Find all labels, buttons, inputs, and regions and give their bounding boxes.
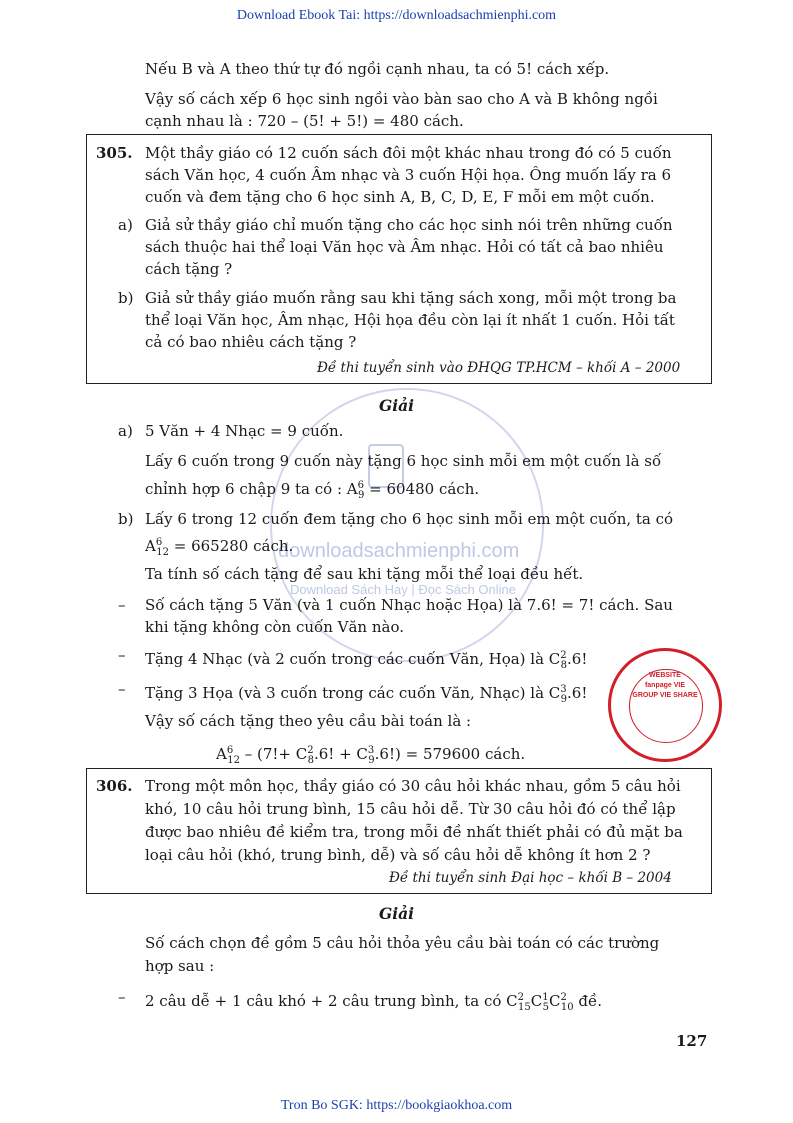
solution-text: chỉnh hợp 6 chập 9 ta có :	[145, 480, 342, 498]
solution-text: .6!	[567, 684, 588, 702]
solution-text: Lấy 6 cuốn trong 9 cuốn này tặng 6 học sinh mỗi em một cuốn là số	[145, 452, 662, 470]
problem-text: được bao nhiêu đề kiểm tra, trong mỗi đề nhất thiết phải có đủ mặt ba	[145, 823, 683, 841]
part-label: a)	[118, 422, 133, 440]
solution-title: Giải	[378, 396, 415, 415]
part-label: a)	[118, 216, 133, 234]
watermark-tagline: Download Sách Hay | Đọc Sách Online	[290, 582, 516, 597]
problem-number: 306.	[96, 777, 133, 795]
watermark-site: downloadsachmienphi.com	[278, 540, 520, 562]
problem-text: sách thuộc hai thể loại Văn học và Âm nhạc. Hỏi có tất cả bao nhiêu	[145, 238, 664, 256]
part-label: b)	[118, 510, 134, 528]
problem-text: Giả sử thầy giáo chỉ muốn tặng cho các học sinh nói trên những cuốn	[145, 216, 673, 234]
solution-text: 2 câu dễ + 1 câu khó + 2 câu trung bình, ta có	[145, 992, 502, 1010]
problem-text: khó, 10 câu hỏi trung bình, 15 câu hỏi dễ. Từ 30 câu hỏi đó có thể lập	[145, 800, 676, 818]
solution-text: .6!	[567, 650, 588, 668]
solution-text: Tặng 3 Họa (và 3 cuốn trong các cuốn Văn, Nhạc) là $C^3_9.6$!	[145, 684, 588, 705]
solution-text: khi tặng không còn cuốn Văn nào.	[145, 618, 404, 636]
solution-text: $A^6_{12} = 665280$ cách.	[145, 537, 294, 558]
dash: –	[118, 988, 126, 1006]
problem-text: Trong một môn học, thầy giáo có 30 câu hỏi khác nhau, gồm 5 câu hỏi	[145, 777, 681, 795]
problem-text: cách tặng ?	[145, 260, 233, 278]
problem-number: 305.	[96, 144, 133, 162]
solution-text: Lấy 6 trong 12 cuốn đem tặng cho 6 học sinh mỗi em một cuốn, ta có	[145, 510, 674, 528]
part-label: b)	[118, 289, 134, 307]
solution-text: 2 câu dễ + 1 câu khó + 2 câu trung bình, ta có $C^2_{15}C^1_5C^2_{10}$ đề.	[145, 992, 602, 1013]
intro-line: Nếu B và A theo thứ tự đó ngồi cạnh nhau, ta có 5! cách xếp.	[145, 60, 610, 78]
problem-text: Một thầy giáo có 12 cuốn sách đôi một khác nhau trong đó có 5 cuốn	[145, 144, 672, 162]
problem-text: thể loại Văn học, Âm nhạc, Hội họa đều còn lại ít nhất 1 cuốn. Hỏi tất	[145, 311, 675, 329]
intro-line: cạnh nhau là : 720 – (5! + 5!) = 480 cách.	[145, 112, 464, 130]
solution-text: 5 Văn + 4 Nhạc = 9 cuốn.	[145, 422, 344, 440]
problem-text: loại câu hỏi (khó, trung bình, dễ) và số câu hỏi dễ không ít hơn 2 ?	[145, 846, 651, 864]
dash: –	[118, 680, 126, 698]
seal-stamp	[608, 648, 722, 762]
solution-text: hợp sau :	[145, 957, 215, 975]
solution-equation: $A^6_{12} - (7!+ C^2_8.6$! + $C^3_9.6!) = 579600$ cách.	[216, 745, 526, 766]
solution-text: Vậy số cách tặng theo yêu cầu bài toán là :	[145, 712, 472, 730]
solution-text: = 579600 cách.	[405, 745, 526, 763]
problem-source: Đề thi tuyển sinh Đại học – khối B – 2004	[389, 870, 672, 886]
page-number: 127	[676, 1032, 708, 1050]
problem-text: Giả sử thầy giáo muốn rằng sau khi tặng sách xong, mỗi một trong ba	[145, 289, 677, 307]
solution-text: Tặng 4 Nhạc (và 2 cuốn trong các cuốn Văn, Họa) là $C^2_8.6$!	[145, 650, 588, 671]
intro-line: Vậy số cách xếp 6 học sinh ngồi vào bàn sao cho A và B không ngồi	[145, 90, 658, 108]
solution-text: = 665280 cách.	[173, 537, 294, 555]
problem-text: sách Văn học, 4 cuốn Âm nhạc và 3 cuốn Hội họa. Ông muốn lấy ra 6	[145, 166, 672, 184]
solution-text: = 60480 cách.	[369, 480, 480, 498]
solution-text: Ta tính số cách tặng để sau khi tặng mỗi thể loại đều hết.	[145, 565, 584, 583]
footer-sgk-link[interactable]: Tron Bo SGK: https://bookgiaokhoa.com	[280, 1098, 513, 1113]
solution-text: chỉnh hợp 6 chập 9 ta có : $A^6_9 = 60480$ cách.	[145, 480, 480, 501]
solution-title: Giải	[378, 904, 415, 923]
header-download-link[interactable]: Download Ebook Tai: https://downloadsachmienphi.com	[236, 8, 557, 23]
problem-source: Đề thi tuyển sinh vào ĐHQG TP.HCM – khối A – 2000	[317, 360, 681, 376]
solution-text: Số cách tặng 5 Văn (và 1 cuốn Nhạc hoặc Họa) là 7.6! = 7! cách. Sau	[145, 596, 673, 614]
problem-text: cả có bao nhiêu cách tặng ?	[145, 333, 357, 351]
seal-text: WEBSITE fanpage VIE GROUP VIE SHARE	[632, 672, 698, 699]
solution-text: Số cách chọn đề gồm 5 câu hỏi thỏa yêu cầu bài toán có các trường	[145, 934, 660, 952]
solution-text: Tặng 4 Nhạc (và 2 cuốn trong các cuốn Văn, Họa) là	[145, 650, 545, 668]
problem-text: cuốn và đem tặng cho 6 học sinh A, B, C, D, E, F mỗi em một cuốn.	[145, 188, 655, 206]
solution-text: Tặng 3 Họa (và 3 cuốn trong các cuốn Văn, Nhạc) là	[145, 684, 545, 702]
dash: –	[118, 646, 126, 664]
solution-text: đề.	[578, 992, 602, 1010]
dash: –	[118, 596, 126, 614]
